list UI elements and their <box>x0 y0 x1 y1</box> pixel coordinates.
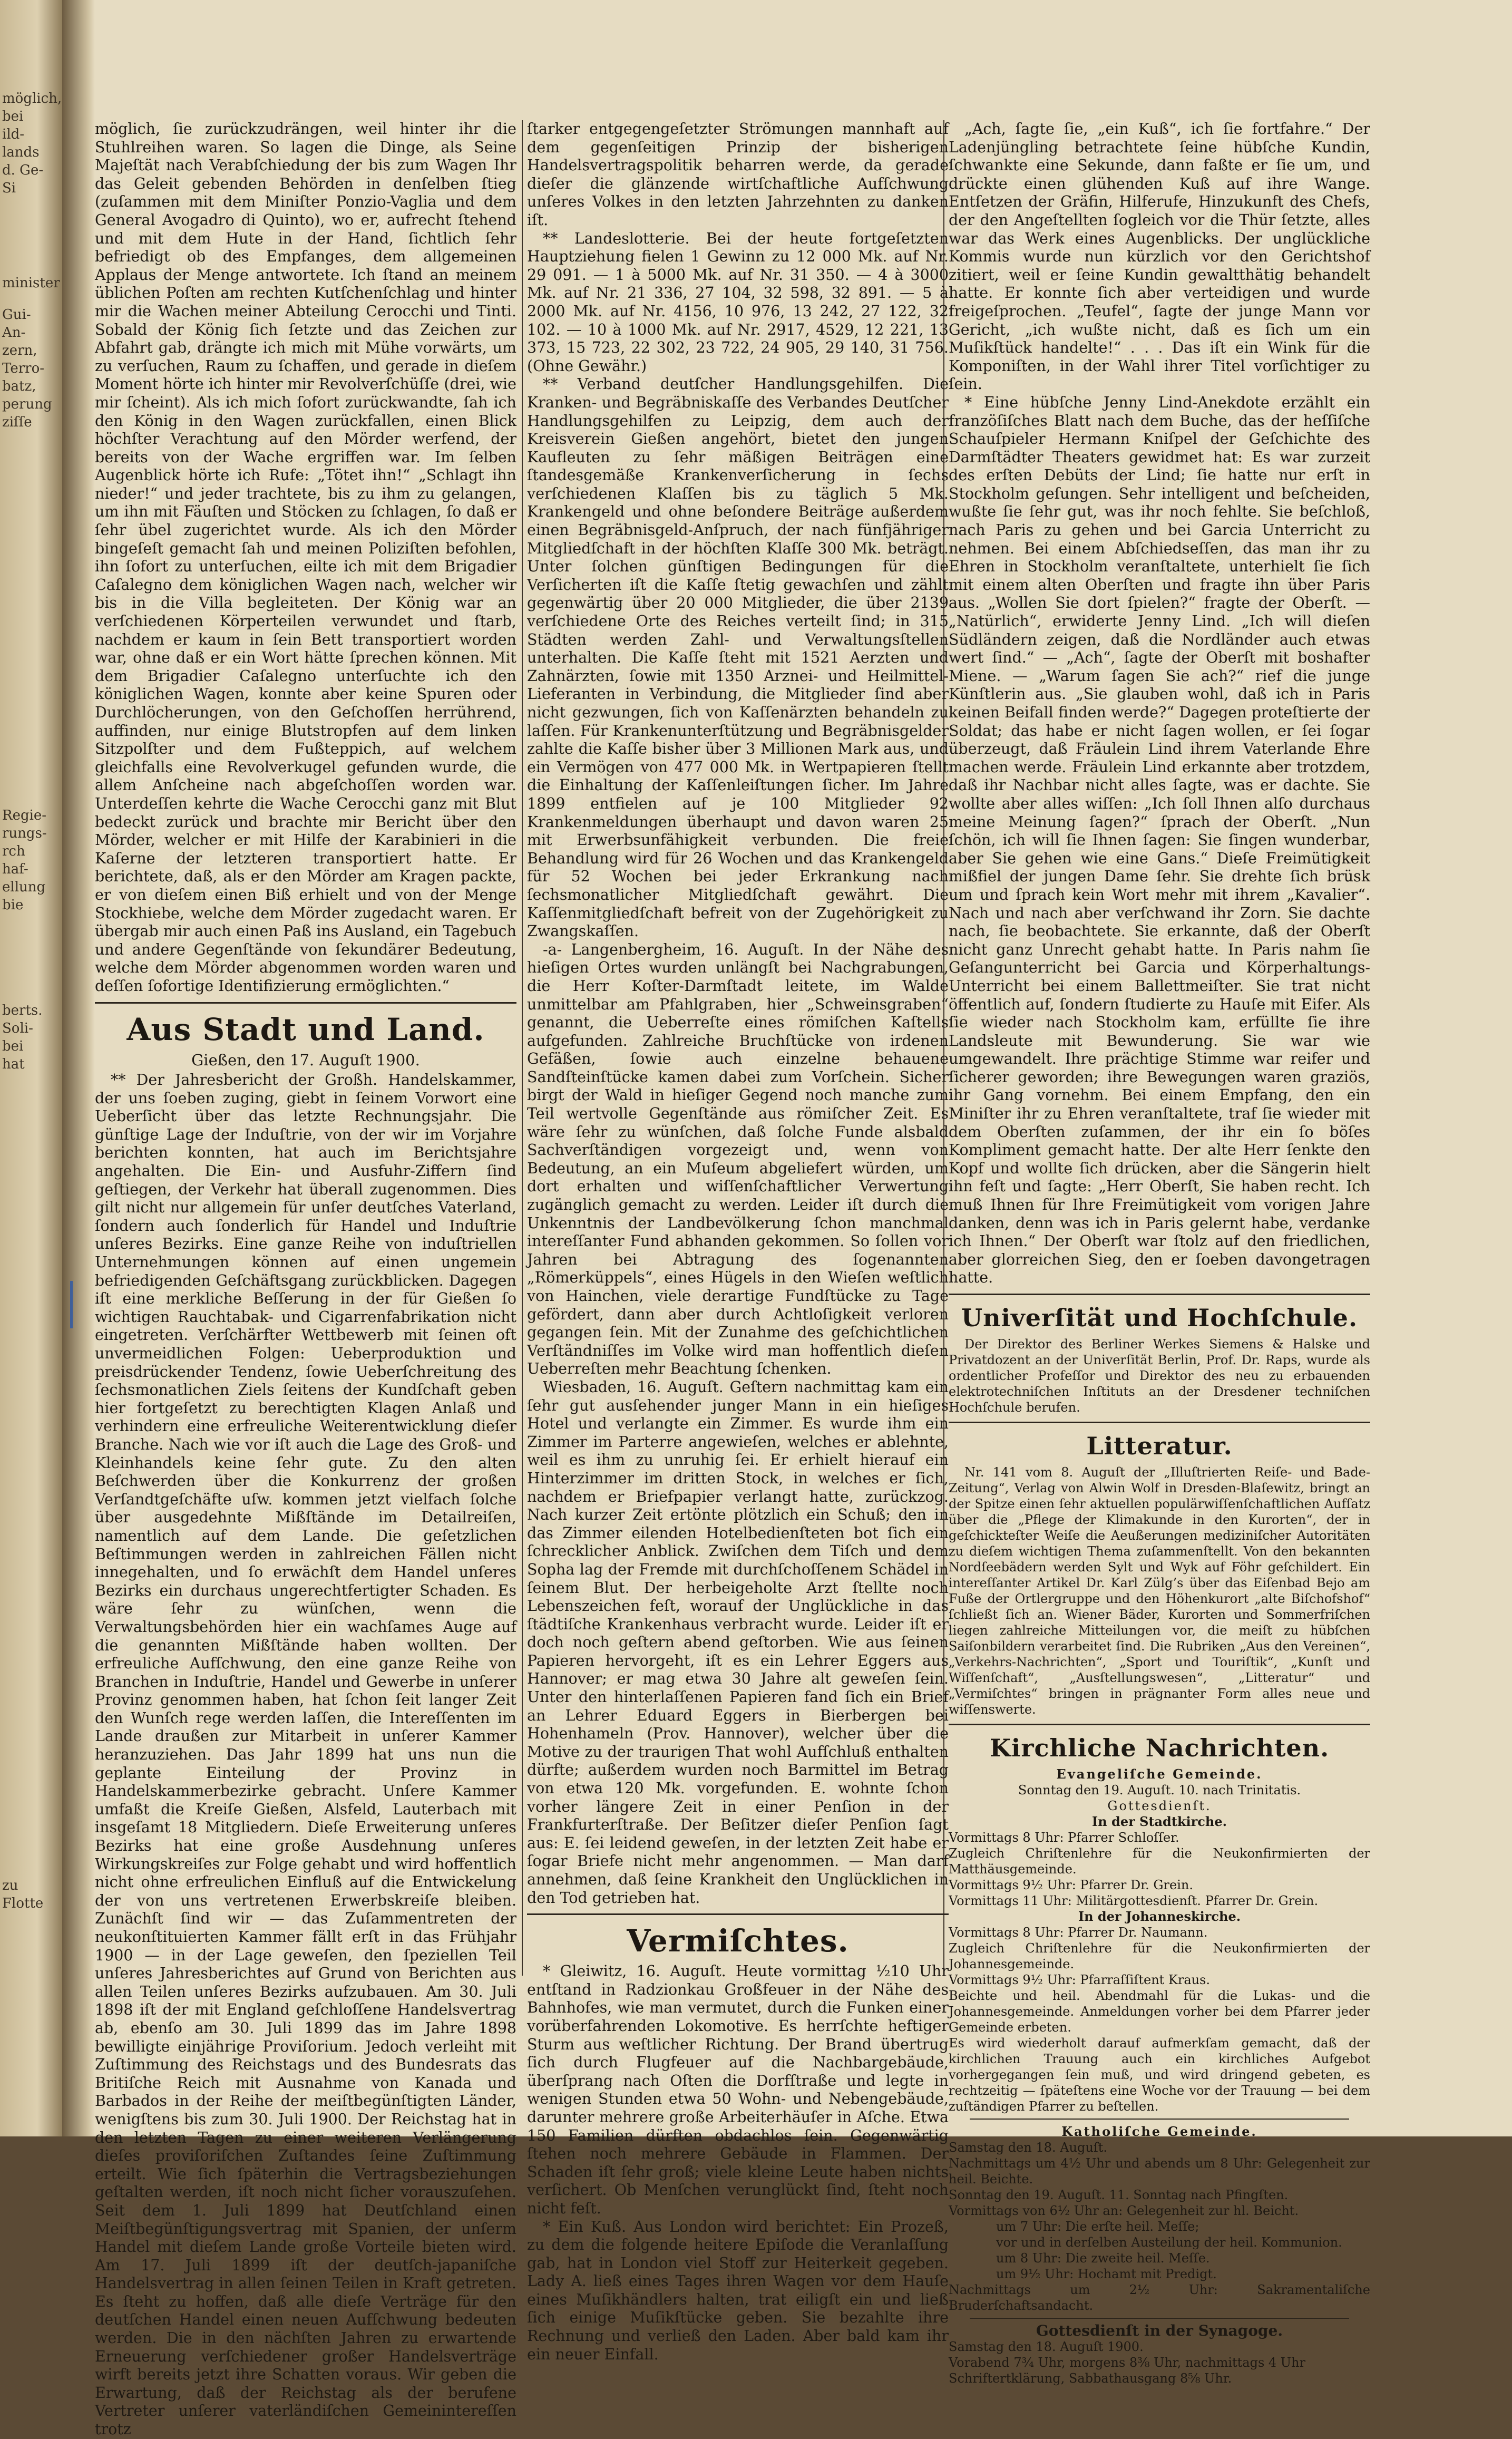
list-item: Zugleich Chriſtenlehre für die Neukonfirmierten der Johannesgemeinde. <box>949 1941 1370 1971</box>
list-item: Vormittags 8 Uhr: Pfarrer Schloſſer. <box>949 1830 1179 1845</box>
divider <box>970 2318 1349 2319</box>
section-title: Vermiſchtes. <box>627 1923 849 1959</box>
list-item: Vormittags 11 Uhr: Militärgottesdienſt. Pfarrer Dr. Grein. <box>949 1893 1319 1908</box>
subheading: In der Johanneskirche. <box>1078 1909 1241 1924</box>
divider <box>970 2119 1349 2120</box>
article-text: ſtarker entgegengeſetzter Strömungen mannhaft auf dem gegenſeitigen Prinzip der bisherigen Handelsvertragspolitik beharren werde, da gerade dieſer die glänzende wirtſchaftliche Aufſchwung unſeres Volkes in den letzten Jahrzehnten zu danken iſt. <box>527 120 949 229</box>
subheading: Sonntag den 19. Auguſt. 10. nach Trinitatis. <box>1018 1783 1301 1797</box>
list-item: um 9½ Uhr: Hochamt mit Predigt. <box>996 2267 1217 2281</box>
margin-fragment: zu Flotte <box>2 1878 44 1911</box>
column-2 <box>527 120 949 2363</box>
list-item: Vormittags 9½ Uhr: Pfarraſſiſtent Kraus. <box>949 1972 1211 1987</box>
article-text: * Ein Kuß. Aus London wird berichtet: Ein Prozeß, zu dem die folgende heitere Epiſode die Veranlaſſung gab, hat in London viel Stoff zur Heiterkeit gegeben. Lady A. ließ eines Tages ihren Wagen vor dem Hauſe eines Muſikhändlers halten, trat eiligſt ein und ließ ſich einige Muſikſtücke geben. Sie bezahlte ihre Rechnung und verließ den Laden. Aber bald kam ihr ein neuer Einfall. <box>527 2218 949 2363</box>
article-text: -a- Langenbergheim, 16. Auguſt. In der Nähe des hieſigen Ortes wurden unlängſt bei Nachgrabungen, die Herr Koſter-Darmſtadt leitete, im Walde unmittelbar am Pfahlgraben, hier „Schweinsgraben“ genannt, die Ueberreſte eines römiſchen Kaſtells aufgefunden. Zahlreiche Bruchſtücke von irdenen Gefäßen, ſowie auch einzelne behauene Sandſteinſtücke kamen dabei zum Vorſchein. Sicher birgt der Wald in hieſiger Gegend noch manche zum Teil wertvolle Gegenſtände aus römiſcher Zeit. Es wäre ſehr zu wünſchen, daß ſolche Funde alsbald Sachverſtändigen vorgezeigt und, wenn von Bedeutung, an ein Muſeum abgeliefert würden, um dort erhalten und wiſſenſchaftlicher Verwertung zugänglich gemacht zu werden. Leider iſt durch die Unkenntnis der Landbevölkerung ſchon manchmal intereſſanter Fund abhanden gekommen. So ſollen vor Jahren bei Abtragung des ſogenannten „Römerküppels“, eines Hügels in den Wieſen weſtlich von Hainchen, viele derartige Fundſtücke zu Tage gefördert, dann aber durch Achtloſigkeit verloren gegangen ſein. Mit der Zunahme des geſchichtlichen Verſtändniſſes im Volke wird man hoffentlich dieſen Ueberreſten mehr Beachtung ſchenken. <box>527 940 949 1378</box>
margin-fragment: möglich, bei ild- lands d. Ge- Si <box>2 91 62 196</box>
section-divider <box>949 1724 1370 1725</box>
column-rule <box>522 120 523 1976</box>
margin-fragment: minister <box>2 275 60 291</box>
column-3 <box>949 120 1370 2386</box>
article-text: Wiesbaden, 16. Auguſt. Geſtern nachmittag kam ein ſehr gut ausſehender junger Mann in ein hieſiges Hotel und verlangte ein Zimmer. Es wurde ihm ein Zimmer im Parterre angewieſen, welches er ablehnte, weil es ihm zu unruhig ſei. Er erhielt hierauf ein Hinterzimmer im dritten Stock, in welches er ſich, nachdem er Briefpapier verlangt hatte, zurückzog. Nach kurzer Zeit ertönte plötzlich ein Schuß; den in das Zimmer eilenden Hotelbedienſteten bot ſich ein ſchrecklicher Anblick. Zwiſchen dem Tiſch und dem Sopha lag der Fremde mit durchſchoſſenem Schädel in ſeinem Blut. Der herbeigeholte Arzt ſtellte noch Lebenszeichen feſt, worauf der Unglückliche in das ſtädtiſche Krankenhaus verbracht wurde. Leider iſt er doch noch geſtern abend geſtorben. Wie aus ſeinen Papieren hervorgeht, iſt es ein Lehrer Eggers aus Hannover; er mag etwa 30 Jahre alt geweſen ſein. Unter den hinterlaſſenen Papieren fand ſich ein Brief an Lehrer Eduard Eggers in Bierbergen bei Hohenhameln (Prov. Hannover), welcher über die Motive zu der traurigen That wohl Aufſchluß enthalten dürfte; außerdem wurden noch Barmittel im Betrag von etwa 120 Mk. vorgefunden. E. wohnte ſchon vorher längere Zeit in einer Penſion in der Frankfurterſtraße. Der Beſitzer dieſer Penſion ſagt aus: E. ſei leidend geweſen, in der letzten Zeit habe er ſogar Briefe nicht mehr angenommen. — Man darf annehmen, daß ſeine Krankheit den Unglücklichen in den Tod getrieben hat. <box>527 1378 949 1907</box>
list-item: Beichte und heil. Abendmahl für die Lukas- und die Johannesgemeinde. Anmeldungen vorher bei dem Pfarrer jeder Gemeinde erbeten. <box>949 1988 1370 2035</box>
list-item: Nachmittags um 4½ Uhr und abends um 8 Uhr: Gelegenheit zur heil. Beichte. <box>949 2156 1370 2187</box>
dateline: Gießen, den 17. Auguſt 1900. <box>191 1051 420 1069</box>
list-item: Zugleich Chriſtenlehre für die Neukonfirmierten der Matthäusgemeinde. <box>949 1846 1370 1877</box>
section-title: Aus Stadt und Land. <box>126 1011 485 1047</box>
article-text: Nr. 141 vom 8. Auguſt der „Illuſtrierten Reiſe- und Bade-Zeitung“, Verlag von Alwin Wolf in Dresden-Blaſewitz, bringt an der Spitze einen ſehr aktuellen populärwiſſenſchaftlichen Aufſatz über die „Pflege der Klimakunde in den Kurorten“, der in geſchickteſter Weiſe die Aeußerungen mediziniſcher Autoritäten zu dieſem wichtigen Thema zuſammenſtellt. Von den bekannten Nordſeebädern werden Sylt und Wyk auf Föhr geſchildert. Ein intereſſanter Artikel Dr. Karl Zülg’s über das Eiſenbad Bejo am Fuße der Ortlergruppe und den Höhenkurort „alte Biſchofshof“ ſchließt ſich an. Wiener Bäder, Kurorten und Sommerfriſchen liegen zahlreiche Mitteilungen vor, die meiſt zu hübſchen Saiſonbildern verarbeitet ſind. Die Rubriken „Aus den Vereinen“, „Verkehrs-Nachrichten“, „Sport und Touriſtik“, „Kunſt und Wiſſenſchaft“, „Ausſtellungswesen“, „Litteratur“ und „Vermiſchtes“ bringen in prägnanter Form alles neue und wiſſenswerte. <box>949 1465 1370 1717</box>
list-item: Vorabend 7¾ Uhr, morgens 8⅜ Uhr, nachmittags 4 Uhr <box>949 2355 1305 2370</box>
margin-fragment: Gui- An- zern, Terro- batz, perung ziſſe <box>2 307 52 430</box>
binding-gutter <box>62 0 95 2136</box>
list-item: um 7 Uhr: Die erſte heil. Meſſe; <box>996 2219 1199 2234</box>
subheading: Katholiſche Gemeinde. <box>1061 2124 1257 2139</box>
section-title: Kirchliche Nachrichten. <box>989 1734 1330 1762</box>
article-text: ** Verband deutſcher Handlungsgehilfen. Die Kranken- und Begräbniskaſſe des Verbandes Deutſcher Handlungsgehilfen zu Leipzig, dem auch der Kreisverein Gießen angehört, bietet den jungen Kaufleuten zu ſehr mäßigen Beiträgen eine ſtandesgemäße Krankenverſicherung in ſechs verſchiedenen Klaſſen bis zu täglich 5 Mk. Krankengeld und ohne beſondere Beiträge außerdem einen Begräbnisgeld-Anſpruch, der nach fünfjähriger Mitgliedſchaft in der höchſten Klaſſe 300 Mk. beträgt. Unter ſolchen günſtigen Bedingungen für die Verſicherten iſt die Kaſſe ſtetig gewachſen und zählt gegenwärtig über 20 000 Mitglieder, die über 2139 verſchiedene Orte des Reiches verteilt ſind; in 315 Städten werden Zahl- und Verwaltungsſtellen unterhalten. Die Kaſſe ſteht mit 1521 Aerzten und Zahnärzten, ſowie mit 1350 Arznei- und Heilmittel-Lieferanten in Verbindung, die Mitglieder ſind aber nicht gezwungen, ſich von Kaſſenärzten behandeln zu laſſen. Für Krankenunterſtützung und Begräbnisgelder zahlte die Kaſſe bisher über 3 Millionen Mark aus, und ein Vermögen von 477 000 Mk. in Wertpapieren ſtellt die Einhaltung der Kaſſenleiſtungen ſicher. Im Jahre 1899 entfielen auf je 100 Mitglieder 92 Krankenmeldungen überhaupt und davon waren 25 mit Erwerbsunfähigkeit verbunden. Die freie Behandlung wird für 26 Wochen und das Krankengeld für 52 Wochen bei jeder Erkrankung nach ſechsmonatlicher Mitgliedſchaft gewährt. Die Kaſſenmitgliedſchaft befreit von der Zugehörigkeit zu Zwangskaſſen. <box>527 375 949 940</box>
section-divider <box>949 1294 1370 1295</box>
section-divider <box>949 1422 1370 1423</box>
subheading: Evangeliſche Gemeinde. <box>1056 1766 1263 1782</box>
previous-page-edge <box>0 0 62 2136</box>
list-item: Nachmittags um 2½ Uhr: Sakramentaliſche Bruderſchaftsandacht. <box>949 2282 1370 2313</box>
list-item: Samstag den 18. Auguſt. <box>949 2140 1107 2155</box>
article-text: „Ach, ſagte ſie, „ein Kuß“, ich ſie fortfahre.“ Der Ladenjüngling betrachtete ſeine hübſche Kundin, ſchwankte eine Sekunde, dann faßte er ſie um, und drückte einen glühenden Kuß auf ihre Wange. Entſetzen der Gräfin, Hilferufe, Hinzukunft des Chefs, der den Angeſtellten ſogleich vor die Thür ſetzte, alles war das Werk eines Augenblicks. Der unglückliche Kommis wurde nun kürzlich vor den Gerichtshof zitiert, weil er ſeine Kundin gewaltthätig behandelt hatte. Er konnte ſich aber verteidigen und wurde freigeſprochen. „Teufel“, ſagte der junge Mann vor Gericht, „ich wußte nicht, daß es ſich um ein Muſikſtück handelte!“ . . . Das iſt ein Wink für die Komponiſten, in der Wahl ihrer Titel vorſichtiger zu ſein. <box>949 120 1370 393</box>
section-title: Litteratur. <box>1086 1432 1233 1460</box>
article-text: * Gleiwitz, 16. Auguſt. Heute vormittag ½10 Uhr entſtand in Radzionkau Großfeuer in der Nähe des Bahnhofes, wie man vermutet, durch die Funken einer vorüberfahrenden Lokomotive. Es herrſchte heftiger Sturm aus weſtlicher Richtung. Der Brand übertrug ſich durch Flugfeuer auf die Nachbargebäude, überſprang nach Oſten die Dorfſtraße und legte in wenigen Stunden etwa 50 Wohn- und Nebengebäude, darunter mehrere große Arbeiterhäuſer in Aſche. Etwa 150 Familien dürften obdachlos ſein. Gegenwärtig ſtehen noch mehrere Gebäude in Flammen. Der Schaden iſt ſehr groß; viele kleine Leute haben nichts verſichert. Ob Menſchen verunglückt ſind, ſteht noch nicht feſt. <box>527 1962 949 2217</box>
subheading: Gottesdienſt. <box>1107 1799 1212 1813</box>
margin-fragment: Regie- rungs- rch haf- ellung bie <box>2 808 47 913</box>
section-divider <box>527 1913 949 1915</box>
subheading: In der Stadtkirche. <box>1092 1814 1227 1829</box>
list-item: Samstag den 18. Auguſt 1900. <box>949 2339 1144 2354</box>
section-title: Univerſität und Hochſchule. <box>961 1304 1358 1332</box>
article-text: möglich, ſie zurückzudrängen, weil hinter ihr die Stuhlreihen waren. So lagen die Dinge, als Seine Majeſtät nach Verabſchiedung der bis zum Wagen Ihr das Geleit gebenden Behörden in denſelben ſtieg (zuſammen mit dem Miniſter Ponzio-Vaglia und dem General Avogadro di Quinto), wo er, aufrecht ſtehend und mit dem Hute in der Hand, ſichtlich ſehr befriedigt ob des Empfanges, dem allgemeinen Applaus der Menge antwortete. Ich ſtand an meinem üblichen Poſten am rechten Kutſchenſchlag und hinter mir die Wachen meiner Abteilung Cerocchi und Tinti. Sobald der König ſich ſetzte und das Zeichen zur Abfahrt gab, drängte ich mich mit Mühe vorwärts, um zu verſuchen, Raum zu ſchaffen, und gerade in dieſem Moment hörte ich hinter mir Revolverſchüſſe (drei, wie mir ſcheint). Als ich mich ſofort zurückwandte, ſah ich den König in den Wagen zurückfallen, einen Blick höchſter Verachtung auf den Mörder werfend, der bereits von der Wache ergriffen war. Im ſelben Augenblick hörte ich Rufe: „Tötet ihn!“ „Schlagt ihn nieder!“ und jeder trachtete, bis zu ihm zu gelangen, um ihn mit Fäuſten und Stöcken zu ſchlagen, ſo daß er ſehr übel zugerichtet wurde. Als ich den Mörder bingeſeſt gemacht ſah und meinen Poliziſten befohlen, ihn ſofort zu unterſuchen, eilte ich mit dem Brigadier Caſalegno dem königlichen Wagen nach, welcher wir bis in die Villa begleiteten. Der König war an verſchiedenen Körperteilen verwundet und ſtarb, nachdem er kaum in ſein Bett transportiert worden war, ohne daß er ein Wort hätte ſprechen können. Mit dem Brigadier Caſalegno unterſuchte ich den königlichen Wagen, konnte aber keine Spuren oder Durchlöcherungen, von den Geſchoſſen herrührend, auffinden, nur einige Blutstropfen auf dem linken Sitzpolſter und dem Fußteppich, auf welchem gleichfalls eine Revolverkugel gefunden wurde, die allem Anſcheine nach abgeſchoſſen worden war. Unterdeſſen kehrte die Wache Cerocchi ganz mit Blut bedeckt zurück und brachte mir Bericht über den Mörder, welcher er mit Hilfe der Karabinieri in die Kaſerne der letzteren transportiert hatte. Er berichtete, daß, als er den Mörder am Kragen packte, er von dieſem einen Biß erhielt und von der Menge Stockhiebe, welche dem Mörder zugedacht waren. Er übergab mir auch einen Paß ins Ausland, ein Tagebuch und andere Gegenſtände von ſekundärer Bedeutung, welche dem Mörder abgenommen worden waren und deſſen ſofortige Identifizierung ermöglichten.“ <box>95 120 516 995</box>
section-divider <box>95 1002 516 1004</box>
list-item: Vormittags 9½ Uhr: Pfarrer Dr. Grein. <box>949 1878 1193 1892</box>
subheading: Gottesdienſt in der Synagoge. <box>1036 2322 1283 2339</box>
margin-fragment: berts. Soli- bei hat <box>2 1003 43 1072</box>
ink-mark <box>70 1281 73 1328</box>
list-item: Schriftertklärung, Sabbathausgang 8⅝ Uhr. <box>949 2371 1232 2386</box>
list-item: vor und in derſelben Austeilung der heil. Kommunion. <box>996 2235 1342 2250</box>
list-item: Es wird wiederholt darauf aufmerkſam gemacht, daß der kirchlichen Trauung auch ein kirchliches Aufgebot vorhergegangen ſein muß, und wird dringend gebeten, es rechtzeitig — ſpäteſtens eine Woche vor der Trauung — bei dem zuſtändigen Pfarrer zu beſtellen. <box>949 2036 1370 2114</box>
list-item: Vormittags 8 Uhr: Pfarrer Dr. Naumann. <box>949 1925 1208 1940</box>
list-item: Sonntag den 19. Auguſt. 11. Sonntag nach Pfingſten. <box>949 2188 1289 2202</box>
list-item: Vormittags von 6½ Uhr an: Gelegenheit zur hl. Beicht. <box>949 2203 1299 2218</box>
column-1 <box>95 120 516 2438</box>
list-item: um 8 Uhr: Die zweite heil. Meſſe. <box>996 2251 1210 2266</box>
article-text: * Eine hübſche Jenny Lind-Anekdote erzählt ein franzöſiſches Blatt nach dem Buche, das der heſſiſche Schauſpieler Hermann Kniſpel der Geſchichte des Darmſtädter Theaters gewidmet hat: Es war zurzeit des erſten Debüts der Lind; ſie hatte nur erſt in Stockholm geſungen. Sehr intelligent und beſcheiden, wußte ſie ſehr gut, was ihr noch fehlte. Sie beſchloß, nach Paris zu gehen und bei Garcia Unterricht zu nehmen. Bei einem Abſchiedseſſen, das man ihr zu Ehren in Stockholm veranſtaltete, unterhielt ſie ſich mit einem alten Oberſten und fragte ihn über Paris aus. „Wollen Sie dort ſpielen?“ fragte der Oberſt. — „Natürlich“, erwiderte Jenny Lind. „Ich will dieſen Südländern zeigen, daß die Nordländer auch etwas wert ſind.“ — „Ach“, ſagte der Oberſt mit boshafter Miene. — „Warum ſagen Sie ach?“ rief die junge Künſtlerin aus. „Sie glauben wohl, daß ich in Paris keinen Beifall finden werde?“ Dagegen proteſtierte der Soldat; das habe er nicht ſagen wollen, er ſei ſogar überzeugt, daß Fräulein Lind ihrem Vaterlande Ehre machen werde. Fräulein Lind erkannte aber trotzdem, daß ihr Nachbar nicht alles ſagte, was er dachte. Sie wollte aber alles wiſſen: „Ich ſoll Ihnen alſo durchaus meine Meinung ſagen?“ ſprach der Oberſt. „Nun ſchön, ich will ſie Ihnen ſagen: Sie ſingen wunderbar, aber Sie gehen wie eine Gans.“ Dieſe Freimütigkeit mißfiel der jungen Dame ſehr. Sie drehte ſich brüsk um und ſprach kein Wort mehr mit ihrem „Kavalier“. Nach und nach aber verſchwand ihr Zorn. Sie dachte nach, ſie beobachtete. Sie erkannte, daß der Oberſt nicht ganz Unrecht gehabt hatte. In Paris nahm ſie Geſangunterricht bei Garcia und Körperhaltungs-Unterricht bei einem Ballettmeiſter. Sie trat nicht öffentlich auf, ſondern ſtudierte zu Hauſe mit Eifer. Als ſie wieder nach Stockholm kam, erfüllte ſie ihre Landsleute mit Bewunderung. Sie war wie umgewandelt. Ihre prächtige Stimme war reifer und ſicherer geworden; ihre Bewegungen waren graziös, ihr Gang vornehm. Bei einem Empfang, den ein Miniſter ihr zu Ehren veranſtaltete, traf ſie wieder mit dem Oberſten zuſammen, der ihr ein ſo böſes Kompliment gemacht hatte. Der alte Herr ſenkte den Kopf und wollte ſich drücken, aber die Sängerin hielt ihn feſt und ſagte: „Herr Oberſt, Sie haben recht. Ich muß Ihnen für Ihre Freimütigkeit vom vorigen Jahre danken, denn was ich in Paris gelernt habe, verdanke ich Ihnen.“ Der Oberſt war ſtolz auf den friedlichen, aber glorreichen Sieg, den er ſoeben davongetragen hatte. <box>949 393 1370 1287</box>
article-text: ** Der Jahresbericht der Großh. Handelskammer, der uns ſoeben zuging, giebt in ſeinem Vorwort eine Ueberſicht über das letzte Rechnungsjahr. Die günſtige Lage der Induſtrie, von der wir im Vorjahre berichten konnten, hat auch im Berichtsjahre angehalten. Die Ein- und Ausfuhr-Ziffern ſind geſtiegen, der Verkehr hat überall zugenommen. Dies gilt nicht nur allgemein für unſer deutſches Vaterland, ſondern auch ſonderlich für Handel und Induſtrie unſeres Bezirks. Eine ganze Reihe von induſtriellen Unternehmungen können auf einen ungemein befriedigenden Geſchäftsgang zurückblicken. Dagegen iſt eine merkliche Beſſerung in der für Gießen ſo wichtigen Rauchtabak- und Cigarrenfabrikation nicht eingetreten. Verſchärfter Wettbewerb mit ſeinen oft unvermeidlichen Folgen: Ueberproduktion und preisdrückender Tendenz, ſowie Ueberſchreitung des ſechsmonatlichen Ziels ſeitens der Kundſchaft geben hier fortgeſetzt zu berechtigten Klagen Anlaß und verhindern eine erfreuliche Weiterentwicklung dieſer Branche. Nach wie vor iſt auch die Lage des Groß- und Kleinhandels keine ſehr gute. Zu den alten Beſchwerden über die Konkurrenz der großen Verſandtgeſchäfte uſw. kommen jetzt vielfach ſolche über ausgedehnte Mißſtände im Detailreiſen, namentlich auf dem Lande. Die geſetzlichen Beſtimmungen werden in zahlreichen Fällen nicht innegehalten, und ſo erwächſt dem Handel unſeres Bezirks ein durchaus ungerechtfertigter Schaden. Es wäre ſehr zu wünſchen, wenn die Verwaltungsbehörden hier ein wachſames Auge auf die genannten Mißſtände haben wollten. Der erfreuliche Aufſchwung, den eine ganze Reihe von Branchen in Induſtrie, Handel und Gewerbe in unſerer Provinz genommen haben, hat ſchon ſeit langer Zeit den Wunſch rege werden laſſen, die Intereſſenten im Lande draußen zur Mitarbeit in unſerer Kammer heranzuziehen. Das Jahr 1899 hat uns nun die geplante Einteilung der Provinz in Handelskammerbezirke gebracht. Unſere Kammer umfaßt die Kreiſe Gießen, Alsfeld, Lauterbach mit insgeſamt 18 Mitgliedern. Dieſe Erweiterung unſeres Bezirks hat eine große Ausdehnung unſeres Wirkungskreiſes zur Folge gehabt und wird hoffentlich nicht ohne erfreulichen Einfluß auf die Entwickelung der von uns vertretenen Erwerbskreiſe bleiben. Zunächſt ſind wir — das Zuſammentreten der neukonſtituierten Kammer fällt erſt in das Frühjahr 1900 — in der Lage geweſen, den ſpeziellen Teil unſeres Jahresberichtes auf Grund von Berichten aus allen Teilen unſeres Bezirks aufzubauen. Am 30. Juli 1898 iſt der mit England geſchloſſene Handelsvertrag ab, ebenſo am 30. Juli 1899 das im Jahre 1898 bewilligte einjährige Proviſorium. Jedoch verleiht mit Zuſtimmung des Reichstags und des Bundesrats das Britiſche Reich mit Ausnahme von Kanada und Barbados in der Reihe der meiſtbegünſtigten Länder, wenigſtens bis zum 30. Juli 1900. Der Reichstag hat in den letzten Tagen zu einer weiteren Verlängerung dieſes proviſoriſchen Zuſtandes ſeine Zuſtimmung erteilt. Wie ſich ſpäterhin die Vertragsbeziehungen geſtalten werden, iſt noch nicht ſicher vorauszuſehen. Seit dem 1. Juli 1899 hat Deutſchland einen Meiſtbegünſtigungsvertrag mit Spanien, der unſerm Handel mit dieſem Lande große Vorteile bieten wird. Am 17. Juli 1899 iſt der deutſch-japaniſche Handelsvertrag in allen ſeinen Teilen in Kraft getreten. Es ſteht zu hoffen, daß alle dieſe Verträge für den deutſchen Handel einen neuen Aufſchwung bedeuten werden. Die in den nächſten Jahren zu erwartende Erneuerung verſchiedener großer Handelsverträge wirft bereits jetzt ihre Schatten voraus. Wir geben die Erwartung, daß der Reichstag als der berufene Vertreter unſerer vaterländiſchen Gemeinintereſſen trotz <box>95 1071 516 2438</box>
article-text: Der Direktor des Berliner Werkes Siemens & Halske und Privatdozent an der Univerſität Berlin, Prof. Dr. Raps, wurde als ordentlicher Profeſſor und Direktor des neu zu erbauenden elektrotechniſchen Inſtituts an der Dresdener techniſchen Hochſchule berufen. <box>949 1337 1370 1415</box>
article-text: ** Landeslotterie. Bei der heute fortgeſetzten Hauptziehung fielen 1 Gewinn zu 12 000 Mk. auf Nr. 29 091. — 1 à 5000 Mk. auf Nr. 31 350. — 4 à 3000 Mk. auf Nr. 21 336, 27 104, 32 598, 32 891. — 5 à 2000 Mk. auf Nr. 4156, 10 976, 13 242, 27 122, 32 102. — 10 à 1000 Mk. auf Nr. 2917, 4529, 12 221, 13 373, 15 723, 22 302, 23 722, 24 905, 29 140, 31 756. (Ohne Gewähr.) <box>527 229 949 375</box>
